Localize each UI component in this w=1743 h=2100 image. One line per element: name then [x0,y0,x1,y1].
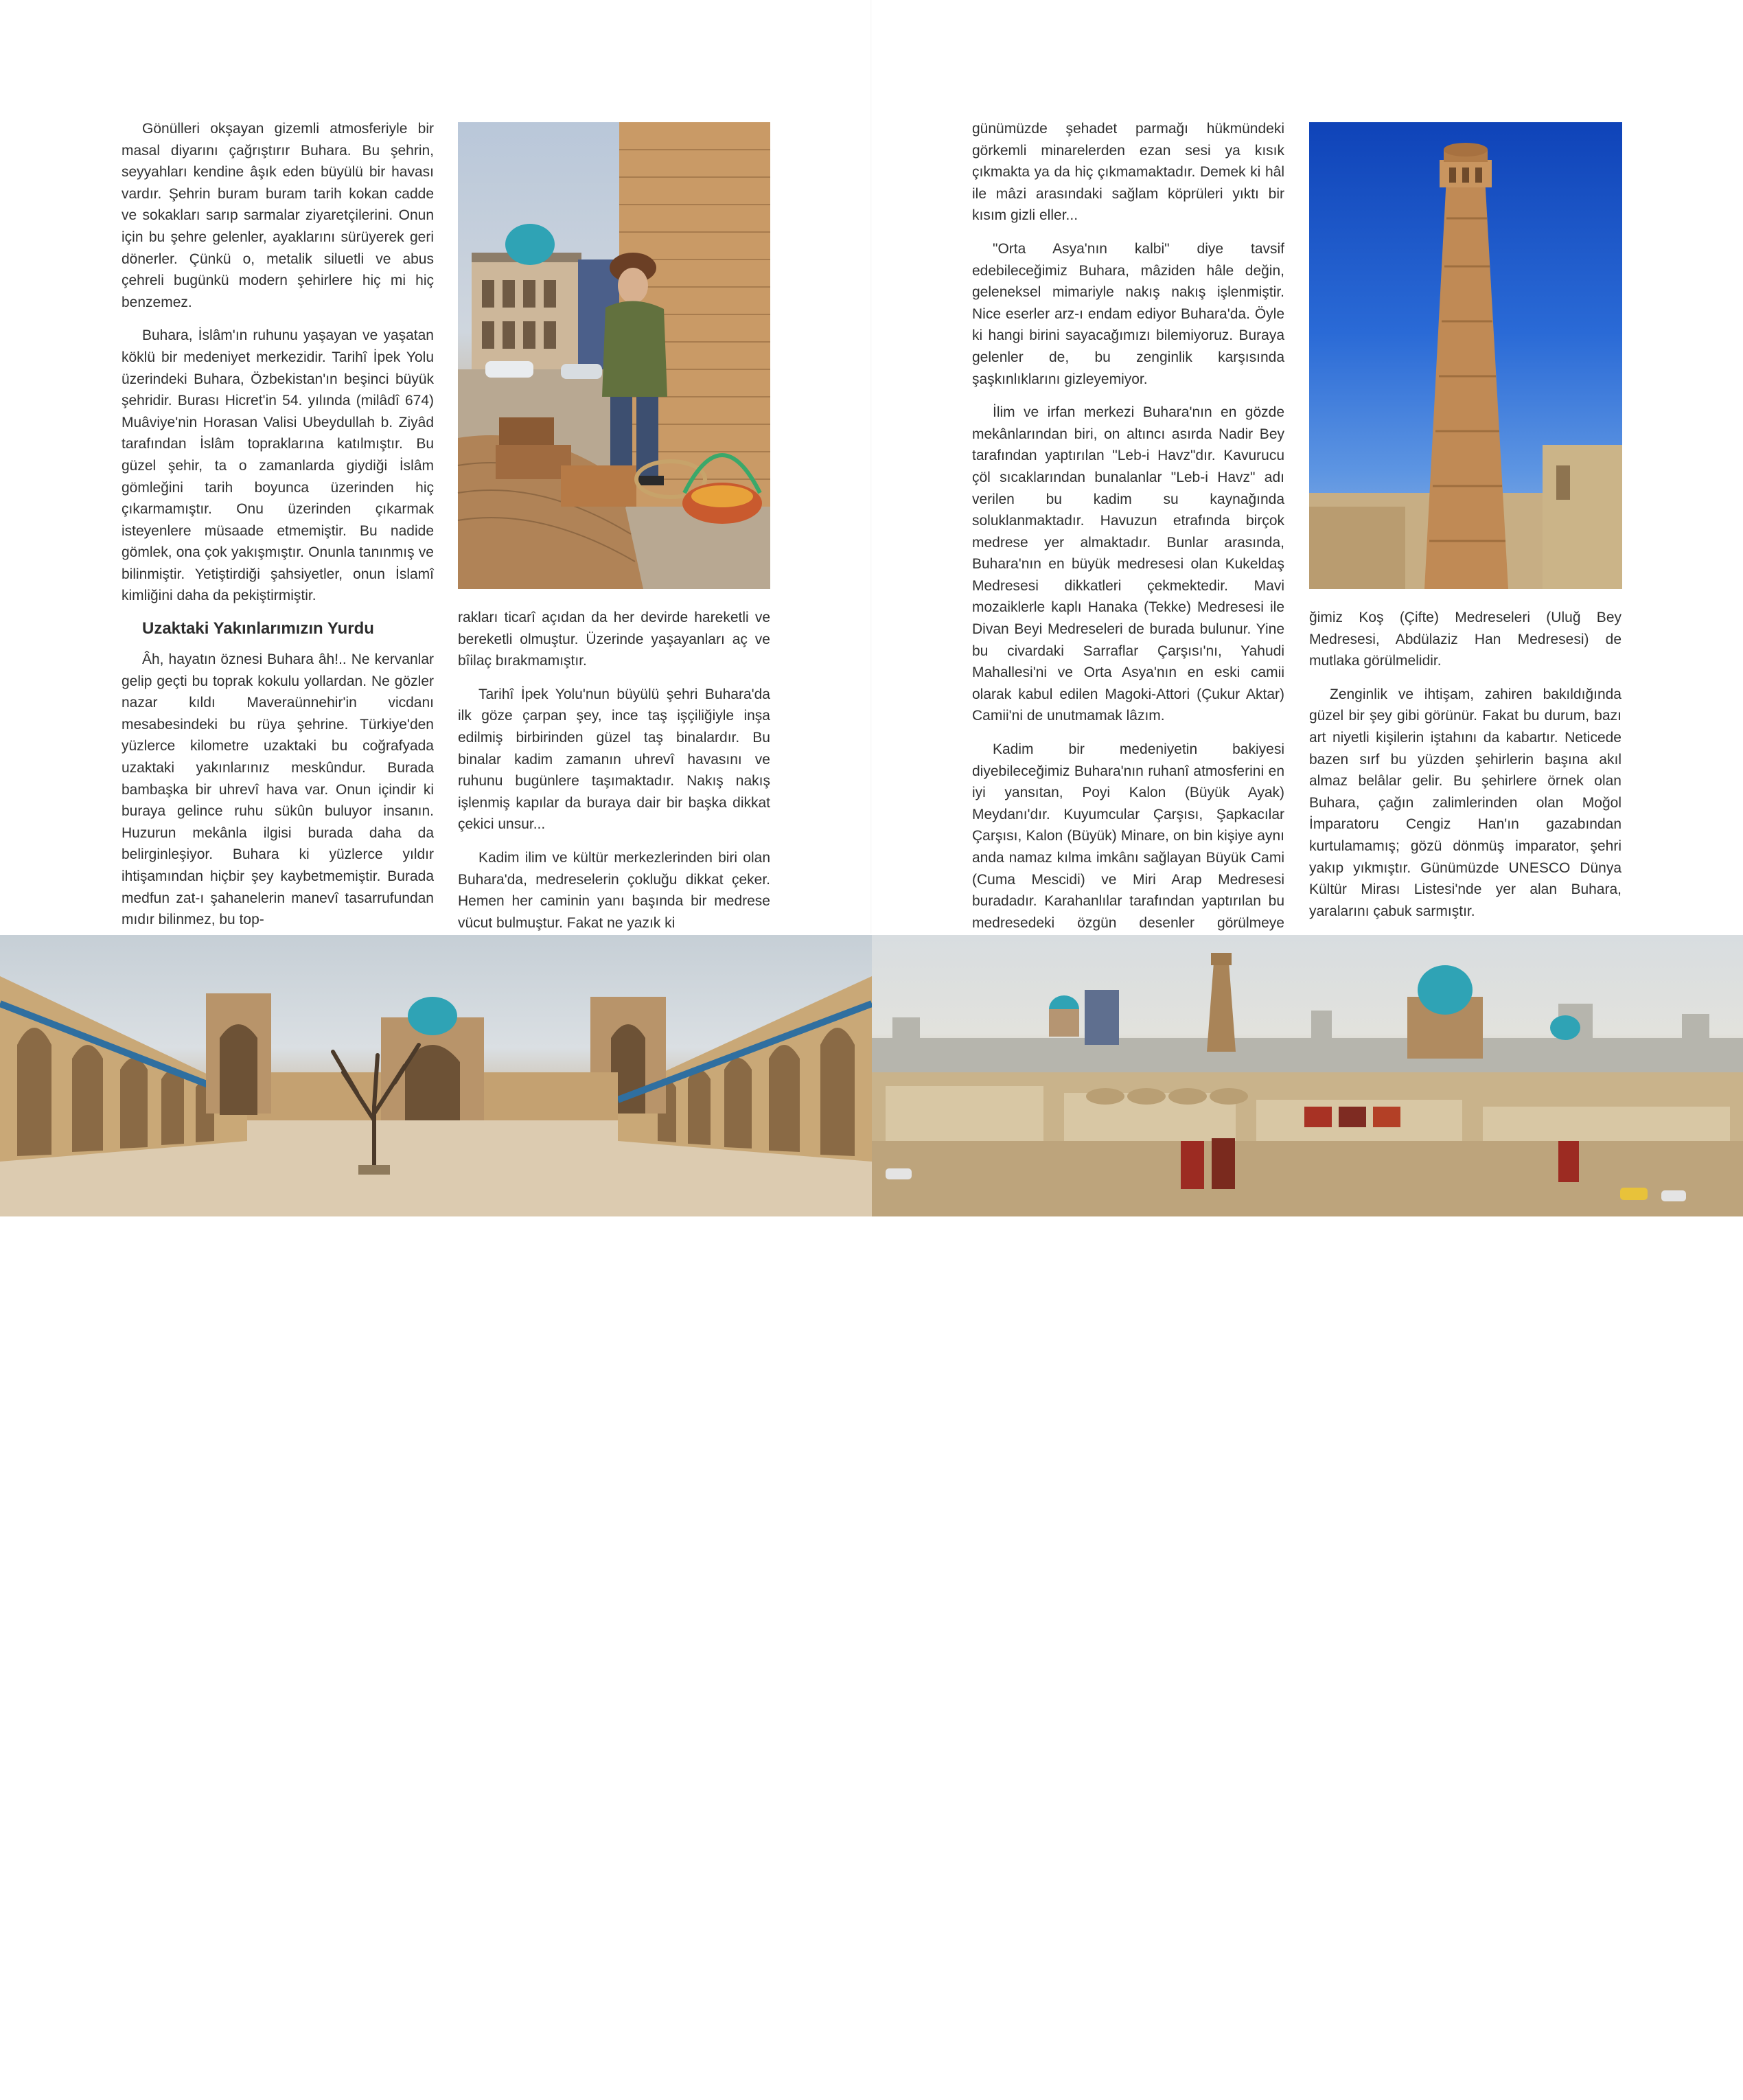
photo-madrasa-courtyard [0,935,872,2099]
skyline-illustration [872,935,1743,1216]
photo-bukhara-skyline [872,935,1743,2099]
photo-kalon-minaret [1309,122,1622,589]
page-gutter [870,0,872,934]
paragraph: ğimiz Koş (Çifte) Medreseleri (Uluğ Bey Medresesi, Abdülaziz Han Medresesi) de mutlaka görülmelidir. [1309,610,1621,669]
paragraph: Buhara, İslâm'ın ruhunu yaşayan ve yaşatan köklü bir medeniyet merkezidir. Tarihî İpek Yolu üzerindeki Buhara, Özbekistan'ın beşinci büyük şehridir. Burası Hicret'in 54. yılında (milâdî 674) Muâviye'nin Horasan Valisi Ubeydullah b. Ziyâd tarafından İslâm topraklarına katılmıştır. Bu güzel şehir, ta o zamanlarda giydiği İslâm gömleğini tarih boyunca üzerinden hiç çıkarmamıştır. Onu üzerinden çıkarmak isteyenlere müsaade etmemiştir. Bu nadide gömlek, ona çok yakışmıştır. Onunla tanınmış ve bilinmiştir. Yetiştirdiği şahsiyetler, onun İslamî kimliğini daha da pekiştirmiştir. [122,327,434,604]
paragraph: "Orta Asya'nın kalbi" diye tavsif edebileceğimiz Buhara, mâziden hâle değin, geleneksel mimariyle nakış nakış işlenmiştir. Nice eserler arz-ı endam ediyor Buhara'da. Öyle ki hangi birini sayacağımızı bilemiyoruz. Buraya gelenler de, bu zenginlik karşısında şaşkınlıklarını gizleyemiyor. [972,240,1284,387]
paragraph: Kadim bir medeniyetin bakiyesi diyebileceğimiz Buhara'nın ruhanî atmosferini en iyi yansıtan, Poyi Kalon (Büyük Ayak) Meydanı'dır. Kuyumcular Çarşısı, Şapkacılar Çarşısı, Kalon (Büyük) Minare, on bin kişiye aynı anda namaz kılma imkânı sağlayan Büyük Cami (Cuma Mescidi) ve Miri Arap Medresesi buradadır. Karahanlılar tarafından yaptırılan bu medresedeki özgün desenler görülmeye [972,741,1284,931]
minaret-illustration [1309,122,1622,589]
text-column-2 [458,607,770,945]
paragraph: Gönülleri okşayan gizemli atmosferiyle bir masal diyarını çağrıştırır Buhara. Bu şehrin, seyyahları kendine âşık eden büyülü bir havası vardır. Şehrin buram buram tarih kokan cadde ve sokakları sarıp sarmalar ziyaretçilerini. Onun için bu şehre gelenler, ayaklarını sürüyerek geri dönerler. Çünkü o, metalik siluetli ve abus çehreli bugünkü modern şehirlere hiç mi hiç benzemez. [122,121,434,310]
paragraph: İlim ve irfan merkezi Buhara'nın en gözde mekânlarından biri, on altıncı asırda Nadir Bey tarafından yaptırılan "Leb-i Havz"dır. Kavurucu çöl sıcaklarından bunalanlar "Leb-i Havz" adı verilen bu kadim su kaynağında soluklanmaktadır. Havuzun etrafında birçok medrese yer almaktadır. Bunlar arasında, Buhara'nın en büyük medresesi olan Kukeldaş Medresesi dikkatleri çekmektedir. Mavi mozaiklerle kaplı Hanaka (Tekke) Medresesi ile Divan Beyi Medreseleri de burada bulunur. Yine bu civardaki Sarraflar Çarşısı'nı, Yahudi Mahallesi'ni ve Orta Asya'nın en eski camii olarak kabul edilen Magoki-Attori (Çukur Aktar) Camii'ni de unutmamak lâzım. [972,404,1284,724]
paragraph: Âh, hayatın öznesi Buhara âh!.. Ne kervanlar gelip geçti bu toprak kokulu yollardan. Ne gözler nazar kıldı Maveraünnehir'in vicdanı mesabesindeki bu rüya şehrine. Türkiye'den yüzlerce kilometre uzaktaki bu coğrafyada uzaktaki yakınlarınız meskûndur. Burada bambaşka bir uhrevî hava var. Onun içindir ki buraya gelince ruhu sükûn buluyor insanın. Huzurun mekânla ilgisi burada daha da belirginleşiyor. Buhara ki yüzlerce yıldır ihtişamından hiçbir şey kaybetmemiştir. Burada medfun zat-ı şahanelerin manevî tasarrufundan mıdır bilinmez, bu top- [122,651,434,928]
section-heading: Uzaktaki Yakınlarımızın Yurdu [142,619,374,638]
text-column-4 [1309,607,1621,934]
paragraph: Kadim ilim ve kültür merkezlerinden biri olan Buhara'da, medreselerin çokluğu dikkat çeker. Hemen her caminin yanı başında bir medrese vücut bulmuştur. Fakat ne yazık ki [458,849,770,931]
paragraph: günümüzde şehadet parmağı hükmündeki görkemli minarelerden ezan sesi ya kısık çıkmakta ya da hiç çıkmamaktadır. Demek ki hâl ile mâzi arasındaki sağlam köprüleri yıktı bir kısım gizli eller... [972,121,1284,224]
text-column-3 [972,118,1284,989]
courtyard-illustration [0,935,872,1216]
paragraph: Tarihî İpek Yolu'nun büyülü şehri Buhara'da ilk göze çarpan şey, ince taş işçiliğiyle inşa edilmiş birbirinden güzel taş binalardır. Bu binalar kadim zamanın uhrevî havasını ve ruhunu bugünlere taşımaktadır. Nakış nakış işlenmiş kapılar da buraya dair bir başka dikkat çekici unsur... [458,686,770,833]
paragraph: rakları ticarî açıdan da her devirde hareketli ve bereketli olmuştur. Üzerinde yaşayanları aç ve bîilaç bırakmamıştır. [458,610,770,669]
page-folio: Şehir · 2024 [124,2086,200,2099]
paragraph: Zenginlik ve ihtişam, zahiren bakıldığında güzel bir şey gibi görünür. Fakat bu durum, bazı art niyetli kişilerin iştahını da kabartır. Neticede bazen sırf bu yüzden şehirlerin başına akıl almaz belâlar gelir. Bu şehirlere örnek olan Buhara, çağın zalimlerinden olan Moğol İmparatoru Cengiz Han'ın gazabından kurtulamamış; gözü dönmüş imparator, şehri yakıp yıkmıştır. Günümüzde UNESCO Dünya Kültür Mirası Listesi'nde yer alan Buhara, yaralarını çabuk sarmıştır. [1309,686,1621,919]
photo-street-merchant [458,122,770,589]
text-column-1 [122,118,434,943]
page-folio: Şehir · 2025 [1503,2086,1580,2099]
street-merchant-illustration [458,122,770,589]
